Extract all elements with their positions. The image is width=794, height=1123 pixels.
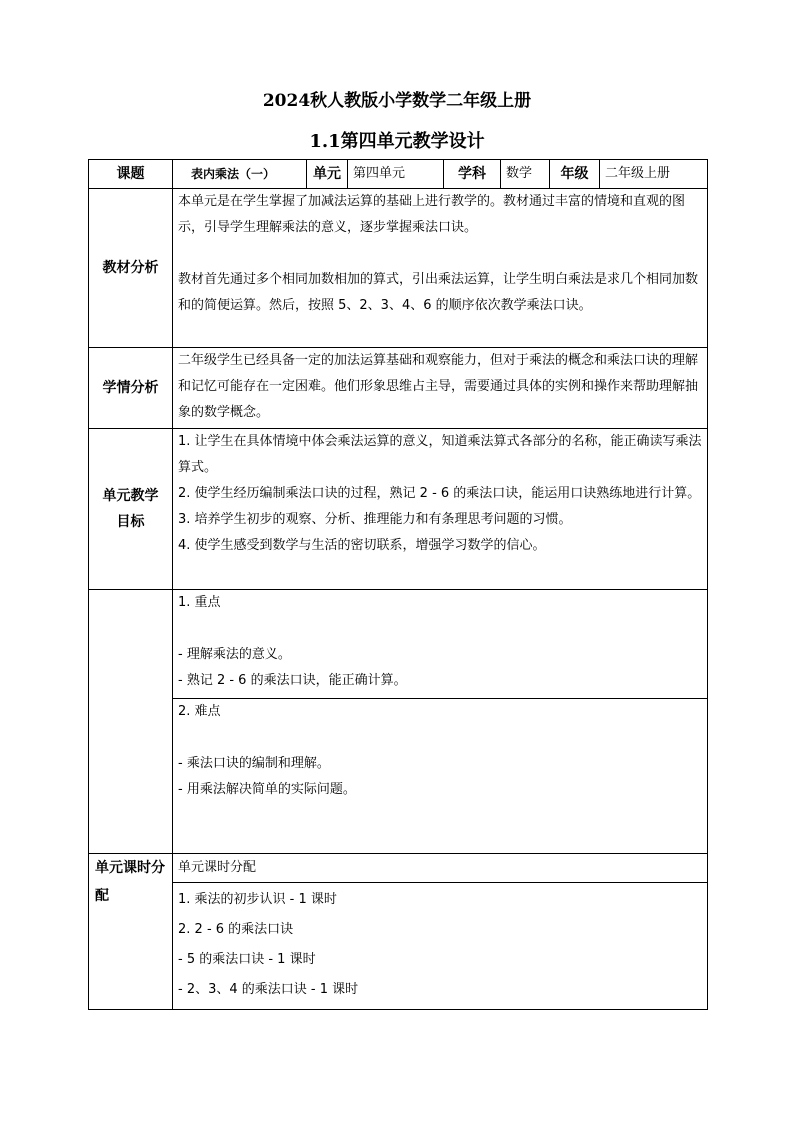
subject-label: 学科 xyxy=(444,160,501,189)
schedule-line-4: - 2、3、4 的乘法口诀 - 1 课时 xyxy=(178,982,359,997)
goal-1: 1. 让学生在具体情境中体会乘法运算的意义，知道乘法算式各部分的名称，能正确读写乘法算式。 xyxy=(178,434,702,475)
difficult-point-1: - 乘法口诀的编制和理解。 xyxy=(178,756,330,771)
difficult-point-2: - 用乘法解决简单的实际问题。 xyxy=(178,782,356,797)
document-subtitle: 1.1第四单元教学设计 xyxy=(309,131,485,152)
student-analysis-content xyxy=(173,348,708,429)
lesson-plan-table xyxy=(88,159,708,1010)
textbook-analysis-content xyxy=(173,189,708,348)
schedule-header: 单元课时分配 xyxy=(173,854,708,883)
difficult-points-content xyxy=(173,699,708,854)
schedule-label: 单元课时分配 xyxy=(89,854,173,1010)
key-points-title: 1. 重点 xyxy=(178,595,221,610)
schedule-header-row xyxy=(89,854,708,883)
textbook-paragraph-1: 本单元是在学生掌握了加减法运算的基础上进行教学的。教材通过丰富的情境和直观的图示，引导学生理解乘法的意义，逐步掌握乘法口诀。 xyxy=(178,194,686,235)
grade-value: 二年级上册 xyxy=(600,160,708,189)
student-analysis-row xyxy=(89,348,708,429)
goal-2: 2. 使学生经历编制乘法口诀的过程，熟记 2 - 6 的乘法口诀，能运用口诀熟练地进行计算。 xyxy=(178,486,701,501)
key-point-2: - 熟记 2 - 6 的乘法口诀，能正确计算。 xyxy=(178,673,407,688)
grade-label: 年级 xyxy=(550,160,600,189)
schedule-content xyxy=(173,883,708,1010)
difficult-points-row xyxy=(89,699,708,854)
textbook-paragraph-2: 教材首先通过多个相同加数相加的算式，引出乘法运算，让学生明白乘法是求几个相同加数和的简便运算。然后，按照 5、2、3、4、6 的顺序依次教学乘法口诀。 xyxy=(178,272,699,313)
key-points-label-empty xyxy=(89,590,173,854)
schedule-line-2: 2. 2 - 6 的乘法口诀 xyxy=(178,922,294,937)
unit-goals-label: 单元教学目标 xyxy=(89,429,173,590)
unit-value: 第四单元 xyxy=(348,160,444,189)
difficult-points-title: 2. 难点 xyxy=(178,704,221,719)
topic-value: 表内乘法（一） xyxy=(173,160,307,189)
header-row xyxy=(89,160,708,189)
document-title: 2024秋人教版小学数学二年级上册 xyxy=(262,91,532,111)
schedule-content-row xyxy=(89,883,708,1010)
goal-4: 4. 使学生感受到数学与生活的密切联系，增强学习数学的信心。 xyxy=(178,538,546,553)
student-analysis-label: 学情分析 xyxy=(89,348,173,429)
unit-label: 单元 xyxy=(307,160,348,189)
topic-label: 课题 xyxy=(89,160,173,189)
student-paragraph: 二年级学生已经具备一定的加法运算基础和观察能力，但对于乘法的概念和乘法口诀的理解和记忆可能存在一定困难。他们形象思维占主导，需要通过具体的实例和操作来帮助理解抽象的数学概念。 xyxy=(178,353,699,420)
key-points-content xyxy=(173,590,708,699)
subject-value: 数学 xyxy=(501,160,550,189)
textbook-analysis-label: 教材分析 xyxy=(89,189,173,348)
unit-goals-row xyxy=(89,429,708,590)
key-point-1: - 理解乘法的意义。 xyxy=(178,647,291,662)
textbook-analysis-row xyxy=(89,189,708,348)
key-points-row xyxy=(89,590,708,699)
goal-3: 3. 培养学生初步的观察、分析、推理能力和有条理思考问题的习惯。 xyxy=(178,512,572,527)
schedule-line-3: - 5 的乘法口诀 - 1 课时 xyxy=(178,952,316,967)
unit-goals-content xyxy=(173,429,708,590)
schedule-line-1: 1. 乘法的初步认识 - 1 课时 xyxy=(178,892,337,907)
